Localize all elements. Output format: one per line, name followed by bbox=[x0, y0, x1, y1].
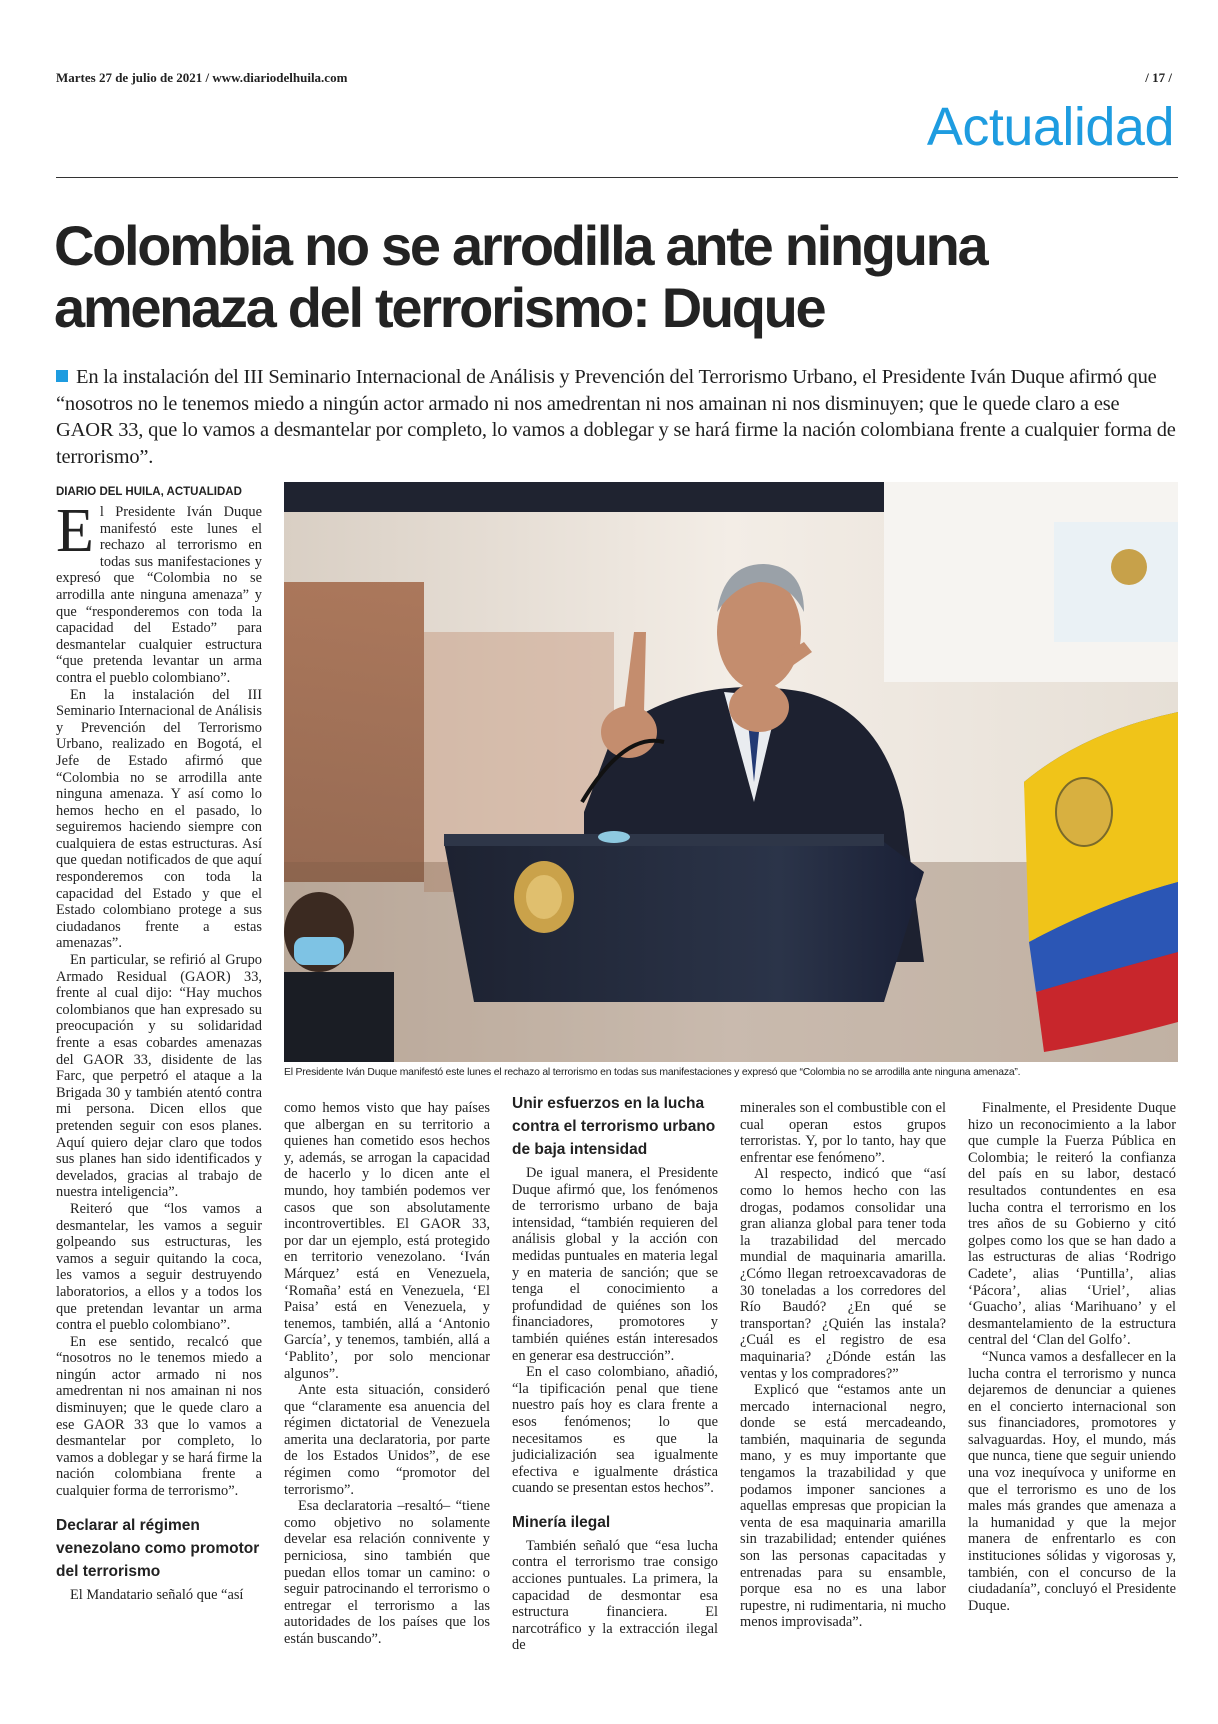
paragraph bbox=[56, 497, 262, 687]
lede-marker-icon bbox=[56, 370, 68, 382]
article-photo bbox=[284, 482, 1178, 1062]
paragraph: De igual manera, el Presidente Duque afirmó que, los fenómenos de terrorismo urbano de baja intensidad, “también requieren del análisis global y la acción con medidas puntuales en materia legal y en materia de sanción; que se tenga el conocimiento a profundidad de quiénes son los financiadores, promotores y también quiénes están interesados en generar esa destrucción”. bbox=[512, 1165, 718, 1364]
paragraph: También señaló que “esa lucha contra el terrorismo trae consigo acciones puntuales. La primera, la capacidad de desmontar esa estructura financiera. El narcotráfico y la extracción ilegal de bbox=[512, 1537, 718, 1654]
article-column-3 bbox=[512, 1092, 718, 1654]
paragraph: como hemos visto que hay países que albergan en su territorio a quienes han cometido esos hechos y, además, se arrogan la capacidad de hacerlo y lo dicen ante el mundo, hoy también podemos ver casos que son absolutamente incontrovertibles. El GAOR 33, por dar un ejemplo, está protegido en territorio venezolano. ‘Iván Márquez’ está en Venezuela, ‘Romaña’ está en Venezuela, ‘El Paisa’ está en Venezuela, y tenemos, también, allá a ‘Antonio García’, y tenemos, también, allá a ‘Pablito’, por solo mencionar algunos”. bbox=[284, 1100, 490, 1382]
paragraph: Reiteró que “los vamos a desmantelar, les vamos a seguir golpeando sus estructuras, les vamos a seguir quitando la coca, les vamos a seguir destruyendo laboratorios, a ellos y a todos los que pretendan levantar un arma contra el pueblo colombiano”. bbox=[56, 1200, 262, 1334]
article-column-5 bbox=[968, 1100, 1176, 1614]
paragraph: minerales son el combustible con el cual operan estos grupos terroristas. Y, por lo tanto, hay que enfrentar ese fenómeno”. bbox=[740, 1100, 946, 1166]
paragraph-text: l Presidente Iván Duque manifestó este lunes el rechazo al terrorismo en todas sus manifestaciones y expresó que “Colombia no se arrodilla ante ninguna amenaza” y que “responderemos con toda la capacidad del Estado” para desmantelar cualquier estructura “que pretenda levantar un arma contra el pueblo colombiano”. bbox=[56, 504, 262, 686]
article-column-1 bbox=[56, 485, 262, 1603]
paragraph: Al respecto, indicó que “así como lo hemos hecho con las drogas, podamos consolidar una gran alianza global para tener toda la trazabilidad del mercado mundial de maquinaria amarilla. ¿Cómo llegan retroexcavadoras de 30 toneladas a los corredores del Río Baudó? ¿En qué se transportan? ¿Quién las instala? ¿Cuál es el registro de esa maquinaria? ¿Dónde están las ventas y los compradores?” bbox=[740, 1166, 946, 1382]
subhead-venezuela: Declarar al régimen venezolano como promotor del terrorismo bbox=[56, 1516, 260, 1580]
paragraph: En la instalación del III Seminario Internacional de Análisis y Prevención del Terrorismo Urbano, realizado en Bogotá, el Jefe de Estado afirmó que “Colombia no se arrodilla ante ninguna amenaza. Y así como lo hemos hecho en el pasado, lo seguiremos haciendo siempre con cualquiera de estas estructuras. Así que quedan notificados de que aquí responderemos con toda la capacidad del Estado y que el Estado colombiano protege a sus ciudadanos frente a estas amenazas”. bbox=[56, 686, 262, 952]
paragraph: Finalmente, el Presidente Duque hizo un reconocimiento a la labor que cumple la Fuerza Pública en Colombia; le reiteró la confianza del país en su labor, destacó resultados contundentes en esa lucha contra el terrorismo en los tres años de su Gobierno y citó golpes como los que se han dado a las estructuras de alias ‘Rodrigo Cadete’, alias ‘Puntilla’, alias ‘Pácora’, alias ‘Uriel’, alias ‘Guacho’, alias ‘Marihuano’ y el desmantelamiento de la estructura central del ‘Clan del Golfo’. bbox=[968, 1100, 1176, 1349]
section-title: Actualidad bbox=[926, 97, 1174, 157]
paragraph: Ante esta situación, consideró que “claramente esa anuencia del régimen dictatorial de Venezuela amerita una declaratoria, por parte de los Estados Unidos”, de ese régimen como “promotor del terrorismo”. bbox=[284, 1382, 490, 1498]
president-speaking-photo bbox=[284, 482, 1178, 1062]
article-column-4 bbox=[740, 1100, 946, 1631]
lede-text: En la instalación del III Seminario Internacional de Análisis y Prevención del Terrorismo Urbano, el Presidente Iván Duque afirmó que “nosotros no le tenemos miedo a ningún actor armado ni nos amedrentan ni nos amainan ni nos disminuyen; que le quede claro a ese GAOR 33, que lo vamos a desmantelar por completo, lo vamos a doblegar y se hará firme la nación colombiana frente a cualquier forma de terrorismo”. bbox=[56, 366, 1176, 468]
paragraph: Explicó que “estamos ante un mercado internacional negro, donde se está mercadeando, también, maquinaria de segunda mano, y es muy importante que tengamos la trazabilidad y que podamos imponer sanciones a aquellas empresas que propician la venta de esa maquinaria amarilla sin trazabilidad; entender quiénes son las personas capacitadas y entrenadas para su ensamble, porque esa no es una labor rupestre, ni rudimentaria, ni mucho menos improvisada”. bbox=[740, 1382, 946, 1631]
subhead-unir-esfuerzos: Unir esfuerzos en la lucha contra el terrorismo urbano de baja intensidad bbox=[512, 1095, 716, 1158]
subhead-mineria: Minería ilegal bbox=[512, 1513, 611, 1531]
byline: DIARIO DEL HUILA, ACTUALIDAD bbox=[56, 486, 242, 498]
paragraph: Esa declaratoria –resaltó– “tiene como objetivo no solamente develar esa relación connivente y perniciosa, sino también que puedan ellos tomar un camino: o seguir patrocinando el terrorismo o entregar el terrorismo a las autoridades de los países que los están buscando”. bbox=[284, 1498, 490, 1647]
article-column-2 bbox=[284, 1100, 490, 1648]
paragraph: En particular, se refirió al Grupo Armado Residual (GAOR) 33, frente al cual dijo: “Hay muchos colombianos que han expresado su preocupación y su solidaridad frente a esas cobardes amenazas del GAOR 33, disidente de las Farc, que perpetró el ataque a la Brigada 30 y también atentó contra mi persona. Dicen ellos que pretenden seguir con esos planes. Aquí quiero dejar claro que todos sus planes han sido identificados y develados, gracias al trabajo de nuestra inteligencia”. bbox=[56, 952, 262, 1201]
headline: Colombia no se arrodilla ante ninguna amenaza del terrorismo: Duque bbox=[54, 214, 987, 339]
header-rule bbox=[56, 177, 1178, 178]
page-number: / 17 / bbox=[1145, 70, 1172, 85]
folio-date-site: Martes 27 de julio de 2021 / www.diariodelhuila.com bbox=[56, 70, 348, 85]
paragraph: “Nunca vamos a desfallecer en la lucha contra el terrorismo y nunca dejaremos de denunciar a quienes en el concierto internacional son sus financiadores, promotores y salvaguardas. Hoy, el mundo, más que nunca, tiene que seguir uniendo una voz inequívoca y uniforme en que el terrorismo es uno de los males más grandes que amenaza a la humanidad y que la mejor manera de enfrentarlo es con instituciones sólidas y vigorosas y, también, con el concurso de la ciudadanía”, concluyó el Presidente Duque. bbox=[968, 1348, 1176, 1614]
dropcap: E bbox=[56, 497, 94, 565]
photo-caption: El Presidente Iván Duque manifestó este lunes el rechazo al terrorismo en todas sus manifestaciones y expresó que “Colombia no se arrodilla ante ninguna amenaza”. bbox=[284, 1067, 1021, 1078]
paragraph: El Mandatario señaló que “así bbox=[70, 1586, 244, 1603]
paragraph: En el caso colombiano, añadió, “la tipificación penal que tiene nuestro país hoy es clara frente a esos fenómenos; lo que necesitamos es que la judicialización sea igualmente efectiva e igualmente drástica cuando se presentan estos hechos”. bbox=[512, 1364, 718, 1497]
paragraph: En ese sentido, recalcó que “nosotros no le tenemos miedo a ningún actor armado ni nos amedrentan ni nos amainan ni nos disminuyen; que le quede claro a ese GAOR 33 que lo vamos a desmantelar por completo, lo vamos a doblegar y se hará firme la nación colombiana frente a cualquier forma de terrorismo”. bbox=[56, 1333, 262, 1500]
lede bbox=[56, 364, 1178, 470]
